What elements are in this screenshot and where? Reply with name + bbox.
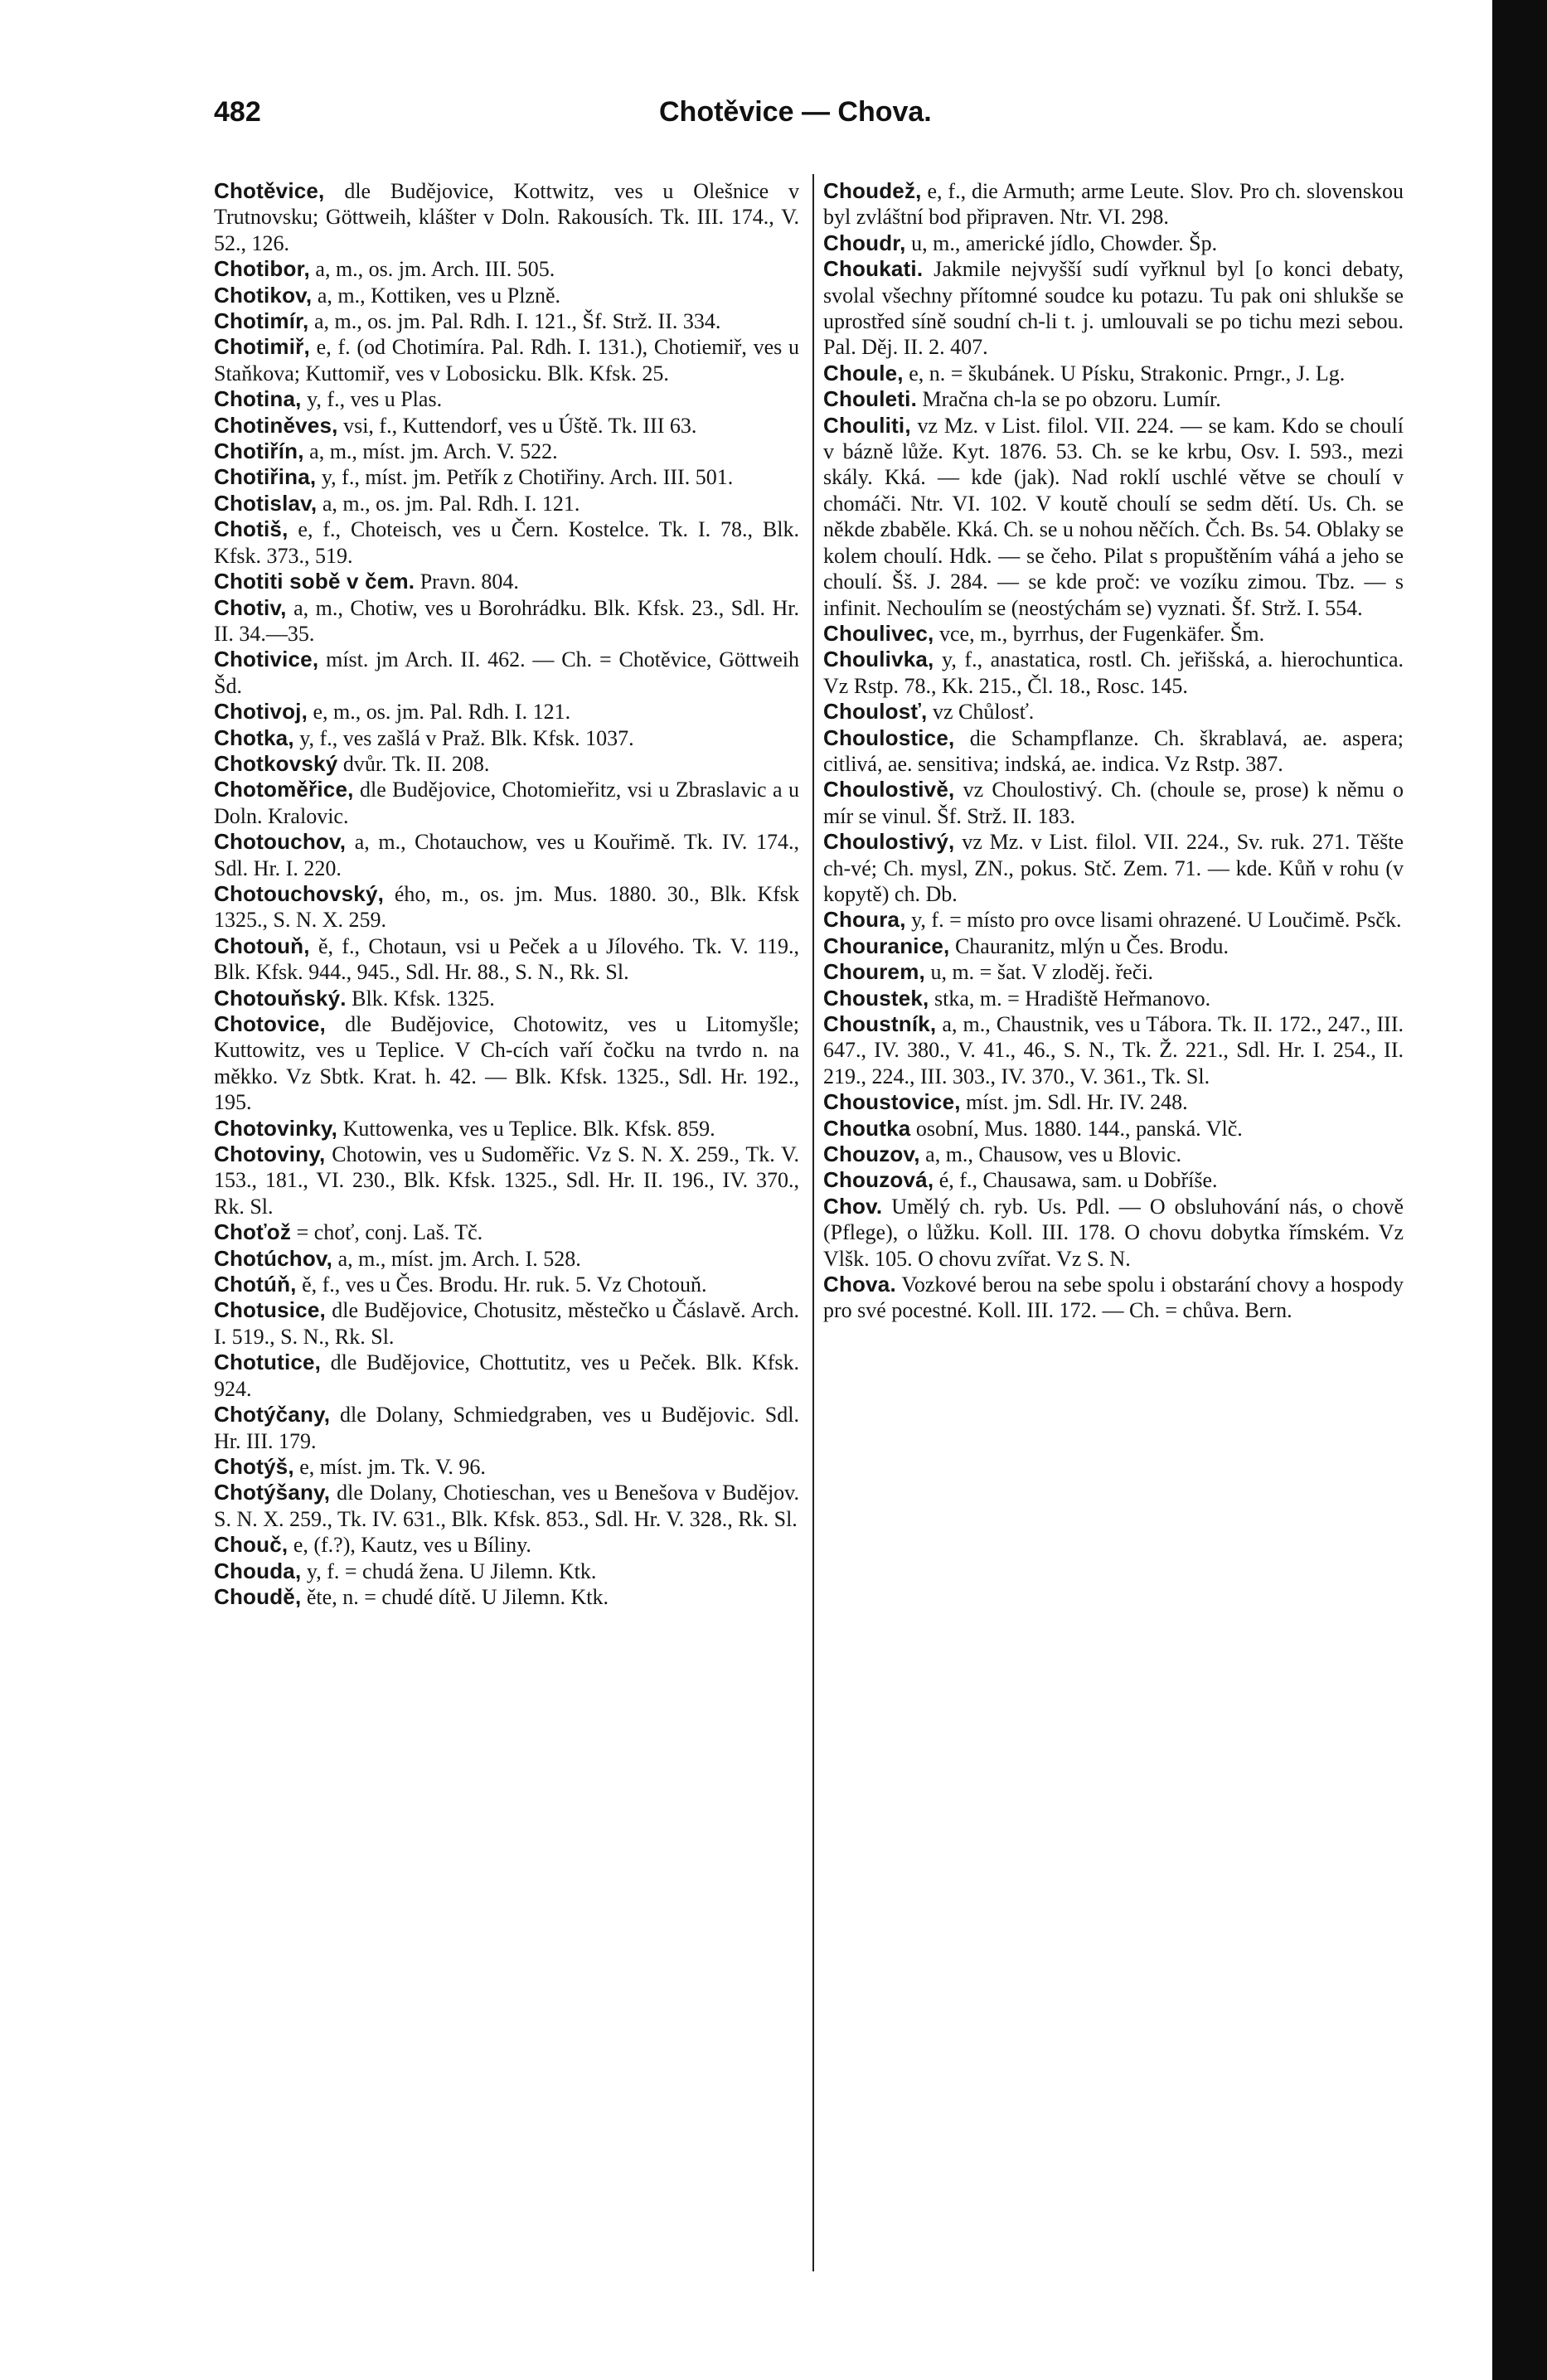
entry-text: y, f. = místo pro ovce lisami ohrazené. U Loučimě. Psčk. <box>905 908 1402 933</box>
entry-headword: Chotivoj, <box>214 699 308 725</box>
entry-headword: Chouzová, <box>823 1167 934 1193</box>
entry-headword: Chotouchovský, <box>214 880 385 906</box>
dictionary-entry <box>214 1116 799 1142</box>
dictionary-entry <box>823 1167 1404 1193</box>
entry-headword: Chouliti, <box>823 412 911 438</box>
entry-text: a, m., os. jm. Pal. Rdh. I. 121., Šf. Strž. II. 334. <box>308 309 721 334</box>
entry-headword: Chotutice, <box>214 1350 322 1375</box>
entry-text: e, m., os. jm. Pal. Rdh. I. 121. <box>308 700 571 725</box>
entry-headword: Chouzov, <box>823 1142 920 1167</box>
entry-headword: Choťož <box>214 1219 292 1245</box>
dictionary-entry <box>214 1297 799 1350</box>
entry-headword: Chotěvice, <box>214 178 325 203</box>
dictionary-entry <box>214 595 799 647</box>
entry-headword: Chouleti. <box>823 386 918 412</box>
dictionary-entry <box>214 881 799 933</box>
entry-headword: Choudě, <box>214 1583 302 1609</box>
entry-text: dle Dolany, Chotieschan, ves u Benešova v Budějov. S. N. X. 259., Tk. IV. 631., Blk. Kfsk. 853., Sdl. Hr. V. 328., Rk. Sl. <box>214 1481 799 1531</box>
entry-text: Umělý ch. ryb. Us. Pdl. — O obsluhování nás, o chově (Pflege), o lůžku. Koll. III. 178. O chovu dobytka římském. Vz Vlšk. 105. O chovu zvířat. Vz S. N. <box>823 1194 1404 1271</box>
entry-text: die Schampflanze. Ch. škrablavá, ae. aspera; citlivá, ae. sensitiva; indská, ae. indica. Vz Rstp. 387. <box>823 725 1404 776</box>
entry-headword: Chotimír, <box>214 308 309 334</box>
dictionary-entry <box>214 283 799 308</box>
dictionary-entry <box>214 933 799 986</box>
dictionary-entry <box>823 1272 1404 1324</box>
entry-headword: Choulostivý, <box>823 829 955 855</box>
entry-text: a, m., Chaustnik, ves u Tábora. Tk. II. 172., 247., III. 647., IV. 380., V. 41., 46., S. N., Tk. Ž. 221., Sdl. Hr. I. 254., II. 219., 224., III. 303., IV. 370., V. 361., Tk. Sl. <box>823 1012 1404 1088</box>
entry-text: Pravn. 804. <box>415 570 519 594</box>
entry-text: u, m., americké jídlo, Chowder. Šp. <box>905 230 1218 255</box>
dictionary-entry <box>823 829 1404 907</box>
dictionary-entry <box>823 725 1404 778</box>
entry-text: = choť, conj. Laš. Tč. <box>291 1220 483 1245</box>
entry-headword: Chotiřina, <box>214 464 317 490</box>
dictionary-entry <box>823 1011 1404 1089</box>
entry-headword: Choutka <box>823 1115 911 1141</box>
dictionary-entry <box>214 1142 799 1219</box>
dictionary-entry <box>214 777 799 829</box>
entry-headword: Chotibor, <box>214 256 310 282</box>
dictionary-entry <box>214 386 799 412</box>
entry-headword: Chotoviny, <box>214 1142 326 1167</box>
dictionary-entry <box>214 1454 799 1480</box>
dictionary-entry <box>214 1584 799 1610</box>
dictionary-entry <box>823 647 1404 699</box>
entry-text: dle Budějovice, Chotusitz, městečko u Čáslavě. Arch. I. 519., S. N., Rk. Sl. <box>214 1298 799 1349</box>
entry-headword: Chouranice, <box>823 933 950 958</box>
dictionary-entry <box>214 491 799 516</box>
dictionary-entry <box>214 1532 799 1558</box>
entry-headword: Chotusice, <box>214 1297 326 1323</box>
entry-text: a, m., Kottiken, ves u Plzně. <box>312 283 561 308</box>
entry-text: Jakmile nejvyšší sudí vyřknul byl [o konci debaty, svolal všechny přítomné soudce ku potazu. Tu pak oni shlukše se uprostřed síně soudní ch-li t. j. umlouvali se po tichu mezi sebou. Pal. Děj. II. 2. 407. <box>823 257 1404 360</box>
entry-text: dle Dolany, Schmiedgraben, ves u Budějovic. Sdl. Hr. III. 179. <box>214 1403 799 1453</box>
dictionary-entry <box>214 1011 799 1116</box>
entry-text: y, f., ves zašlá v Praž. Blk. Kfsk. 1037. <box>293 725 634 750</box>
dictionary-entry <box>214 751 799 777</box>
entry-headword: Choudr, <box>823 230 906 255</box>
dictionary-entry <box>823 361 1404 386</box>
dictionary-entry <box>823 1142 1404 1167</box>
entry-headword: Chotiti sobě v čem. <box>214 569 415 594</box>
entry-text: Vozkové berou na sebe spolu i obstarání chovy a hospody pro své pocestné. Koll. III. 172. — Ch. = chůva. Bern. <box>823 1272 1404 1323</box>
entry-headword: Chotúň, <box>214 1272 297 1297</box>
dictionary-entry <box>823 777 1404 829</box>
dictionary-entry <box>214 1402 799 1454</box>
dictionary-entry <box>214 413 799 439</box>
dictionary-entry <box>214 569 799 594</box>
entry-text: y, f., míst. jm. Petřík z Chotiřiny. Arch. III. 501. <box>316 465 734 490</box>
entry-text: e, f., die Armuth; arme Leute. Slov. Pro ch. slovenskou byl zvláštní bod připraven. Ntr. VI. 298. <box>823 179 1404 230</box>
dictionary-entry <box>214 1558 799 1584</box>
dictionary-entry <box>823 413 1404 621</box>
entry-headword: Choulivka, <box>823 647 934 672</box>
entry-text: míst. jm Arch. II. 462. — Ch. = Chotěvice, Göttweih Šd. <box>214 647 799 698</box>
entry-headword: Choulostivě, <box>823 777 955 802</box>
entry-text: y, f., ves u Plas. <box>301 387 443 412</box>
entry-headword: Chouč, <box>214 1532 289 1558</box>
dictionary-entry <box>823 621 1404 647</box>
entry-text: vsi, f., Kuttendorf, ves u Úště. Tk. III 63. <box>337 413 697 438</box>
entry-text: dle Budějovice, Chotowitz, ves u Litomyšle; Kuttowitz, ves u Teplice. V Ch-cích vaří čočku na tvrdo n. na měkko. Vz Sbtk. Krat. h. 42. — Blk. Kfsk. 1325., Sdl. Hr. 192., 195. <box>214 1012 799 1115</box>
entry-headword: Chotiš, <box>214 516 289 542</box>
dictionary-entry <box>214 725 799 751</box>
entry-text: u, m. = šat. V zloděj. řeči. <box>924 960 1154 985</box>
entry-text: a, m., os. jm. Arch. III. 505. <box>309 257 555 282</box>
left-column <box>214 178 799 1610</box>
entry-text: a, m., os. jm. Pal. Rdh. I. 121. <box>317 491 580 516</box>
entry-text: Chotowin, ves u Sudoměřic. Vz S. N. X. 259., Tk. V. 153., 181., VI. 230., Blk. Kfsk. 1325., Sdl. Hr. II. 196., IV. 370., Rk. Sl. <box>214 1142 799 1219</box>
page-number: 482 <box>214 96 261 128</box>
entry-headword: Choule, <box>823 360 904 385</box>
entry-text: Mračna ch-la se po obzoru. Lumír. <box>917 387 1221 412</box>
entry-text: ěte, n. = chudé dítě. U Jilemn. Ktk. <box>301 1584 609 1609</box>
dictionary-entry <box>214 986 799 1011</box>
entry-text: Chauranitz, mlýn u Čes. Brodu. <box>949 933 1229 958</box>
dictionary-entry <box>214 699 799 725</box>
entry-text: a, m., Chausow, ves u Blovic. <box>919 1142 1182 1167</box>
entry-text: Blk. Kfsk. 1325. <box>346 986 495 1011</box>
dictionary-entry <box>823 1116 1404 1142</box>
entry-text: e, f., Choteisch, ves u Čern. Kostelce. Tk. I. 78., Blk. Kfsk. 373., 519. <box>214 517 799 568</box>
entry-text: a, m., míst. jm. Arch. I. 528. <box>332 1246 581 1271</box>
dictionary-entry <box>823 230 1404 256</box>
entry-headword: Choustovice, <box>823 1089 961 1115</box>
dictionary-entry <box>214 1219 799 1245</box>
dictionary-entry <box>214 439 799 464</box>
dictionary-entry <box>823 386 1404 412</box>
dictionary-entry <box>214 1350 799 1402</box>
entry-headword: Chotoměřice, <box>214 777 354 802</box>
entry-headword: Chotina, <box>214 386 302 412</box>
dictionary-entry <box>214 1246 799 1272</box>
entry-text: ého, m., os. jm. Mus. 1880. 30., Blk. Kfsk 1325., S. N. X. 259. <box>214 881 799 933</box>
entry-headword: Chotikov, <box>214 282 313 308</box>
dictionary-entry <box>214 1480 799 1532</box>
entry-text: vz Mz. v List. filol. VII. 224., Sv. ruk. 271. Těšte ch-vé; Ch. mysl, ZN., pokus. Stč. Zem. 71. — kde. Kůň v rohu (v kopytě) ch. Db. <box>823 830 1404 906</box>
entry-headword: Chov. <box>823 1193 883 1219</box>
entry-headword: Chourem, <box>823 959 925 985</box>
dictionary-entry <box>823 933 1404 959</box>
entry-text: e, míst. jm. Tk. V. 96. <box>293 1454 486 1479</box>
entry-headword: Choulosť, <box>823 699 928 725</box>
entry-text: ě, f., Chotaun, vsi u Peček a u Jílového. Tk. V. 119., Blk. Kfsk. 944., 945., Sdl. Hr. 88., S. N., Rk. Sl. <box>214 933 799 985</box>
entry-text: é, f., Chausawa, sam. u Dobříše. <box>934 1168 1218 1193</box>
dictionary-entry <box>214 464 799 490</box>
entry-text: a, m., Chotauchow, ves u Kouřimě. Tk. IV. 174., Sdl. Hr. I. 220. <box>214 830 799 880</box>
entry-headword: Chotislav, <box>214 490 318 516</box>
dictionary-entry <box>823 178 1404 230</box>
dictionary-entry <box>214 334 799 386</box>
entry-text: dle Budějovice, Chottutitz, ves u Peček. Blk. Kfsk. 924. <box>214 1350 799 1401</box>
entry-text: dvůr. Tk. II. 208. <box>337 751 490 776</box>
entry-text: dle Budějovice, Kottwitz, ves u Olešnice v Trutnovsku; Göttweih, klášter v Doln. Rakousích. Tk. III. 174., V. 52., 126. <box>214 179 799 255</box>
dictionary-entry <box>214 516 799 569</box>
entry-headword: Choulivec, <box>823 620 934 646</box>
dictionary-entry <box>214 829 799 881</box>
running-header: Chotěvice — Chova. <box>659 96 932 128</box>
entry-headword: Choulostice, <box>823 725 955 750</box>
entry-headword: Chova. <box>823 1272 896 1297</box>
entry-headword: Chotiv, <box>214 594 287 620</box>
entry-headword: Chotouň, <box>214 933 310 958</box>
entry-text: osobní, Mus. 1880. 144., panská. Vlč. <box>910 1116 1243 1141</box>
entry-headword: Chotouchov, <box>214 829 347 855</box>
entry-headword: Choura, <box>823 907 906 933</box>
dictionary-entry <box>823 256 1404 361</box>
entry-text: vz Choulostivý. Ch. (choule se, prose) k němu o mír se vinul. Šf. Strž. II. 183. <box>823 778 1404 828</box>
dictionary-entry <box>823 986 1404 1011</box>
dictionary-entry <box>214 1272 799 1297</box>
entry-text: vz Mz. v List. filol. VII. 224. — se kam. Kdo se choulí v bázně lůže. Kyt. 1876. 53. Ch. se ke krbu, Osv. I. 593., mezi skály. Kká. — kde (jak). Nad roklí uschlé větve se choulí v chomáči. Ntr. VI. 102. V koutě choulí se sedm dětí. Us. Ch. se někde zbaběle. Kká. Ch. se u nohou něčích. Čch. Bs. 54. Oblaky se kolem choulí. Hdk. — se čeho. Pilat s propuštěním váhá a jeho se choulí. Šš. J. 284. — se kde proč: ve vozíku zimou. Tbz. — s infinit. Nechoulím se (neostýchám se) vyznati. Šf. Strž. I. 554. <box>823 413 1404 620</box>
entry-headword: Choustek, <box>823 985 929 1011</box>
dictionary-entry <box>823 1194 1404 1272</box>
entry-headword: Chotovinky, <box>214 1115 338 1141</box>
entry-headword: Chotkovský <box>214 750 338 776</box>
entry-text: e, n. = škubánek. U Písku, Strakonic. Prngr., J. Lg. <box>903 361 1346 385</box>
dictionary-entry <box>823 1089 1404 1115</box>
entry-headword: Choukati. <box>823 256 924 282</box>
entry-text: dle Budějovice, Chotomieřitz, vsi u Zbraslavic a u Doln. Kralovic. <box>214 778 799 828</box>
entry-headword: Chotiněves, <box>214 412 338 438</box>
entry-headword: Chouda, <box>214 1558 302 1583</box>
dictionary-entry <box>823 699 1404 725</box>
entry-text: e, (f.?), Kautz, ves u Bíliny. <box>288 1533 531 1558</box>
right-column <box>823 178 1404 1324</box>
dictionary-entry <box>214 308 799 334</box>
entry-headword: Chotúchov, <box>214 1245 333 1271</box>
entry-text: y, f., anastatica, rostl. Ch. jeřišská, a. hierochuntica. Vz Rstp. 78., Kk. 215., Čl. 18., Rosc. 145. <box>823 647 1404 698</box>
entry-headword: Choudež, <box>823 178 922 203</box>
entry-headword: Chotýšany, <box>214 1480 331 1505</box>
entry-headword: Chotýčany, <box>214 1402 331 1428</box>
entry-text: a, m., míst. jm. Arch. V. 522. <box>303 439 558 464</box>
entry-headword: Chotivice, <box>214 647 319 672</box>
dictionary-entry <box>214 178 799 256</box>
dictionary-entry <box>214 256 799 282</box>
dictionary-entry <box>823 959 1404 985</box>
entry-text: y, f. = chudá žena. U Jilemn. Ktk. <box>301 1558 597 1583</box>
entry-text: Kuttowenka, ves u Teplice. Blk. Kfsk. 859. <box>337 1116 715 1141</box>
dictionary-entry <box>214 647 799 699</box>
entry-headword: Chotka, <box>214 725 294 750</box>
entry-text: míst. jm. Sdl. Hr. IV. 248. <box>960 1090 1188 1115</box>
entry-text: stka, m. = Hradiště Heřmanovo. <box>929 986 1211 1011</box>
entry-text: a, m., Chotiw, ves u Borohrádku. Blk. Kfsk. 23., Sdl. Hr. II. 34.—35. <box>214 595 799 646</box>
column-divider <box>812 174 814 2271</box>
entry-headword: Chotiřín, <box>214 439 304 464</box>
entry-headword: Chotimiř, <box>214 334 310 360</box>
entry-text: ě, f., ves u Čes. Brodu. Hr. ruk. 5. Vz Chotouň. <box>296 1272 707 1297</box>
entry-headword: Chotouňský. <box>214 985 347 1011</box>
dictionary-entry <box>823 907 1404 933</box>
entry-headword: Chotýš, <box>214 1453 294 1479</box>
entry-text: vz Chůlosť. <box>927 700 1035 725</box>
entry-text: e, f. (od Chotimíra. Pal. Rdh. I. 131.), Chotiemiř, ves u Staňkova; Kuttomiř, ves v Lobosicku. Blk. Kfsk. 25. <box>214 335 799 385</box>
entry-headword: Choustník, <box>823 1011 937 1036</box>
entry-text: vce, m., byrrhus, der Fugenkäfer. Šm. <box>934 621 1265 646</box>
entry-headword: Chotovice, <box>214 1011 326 1036</box>
